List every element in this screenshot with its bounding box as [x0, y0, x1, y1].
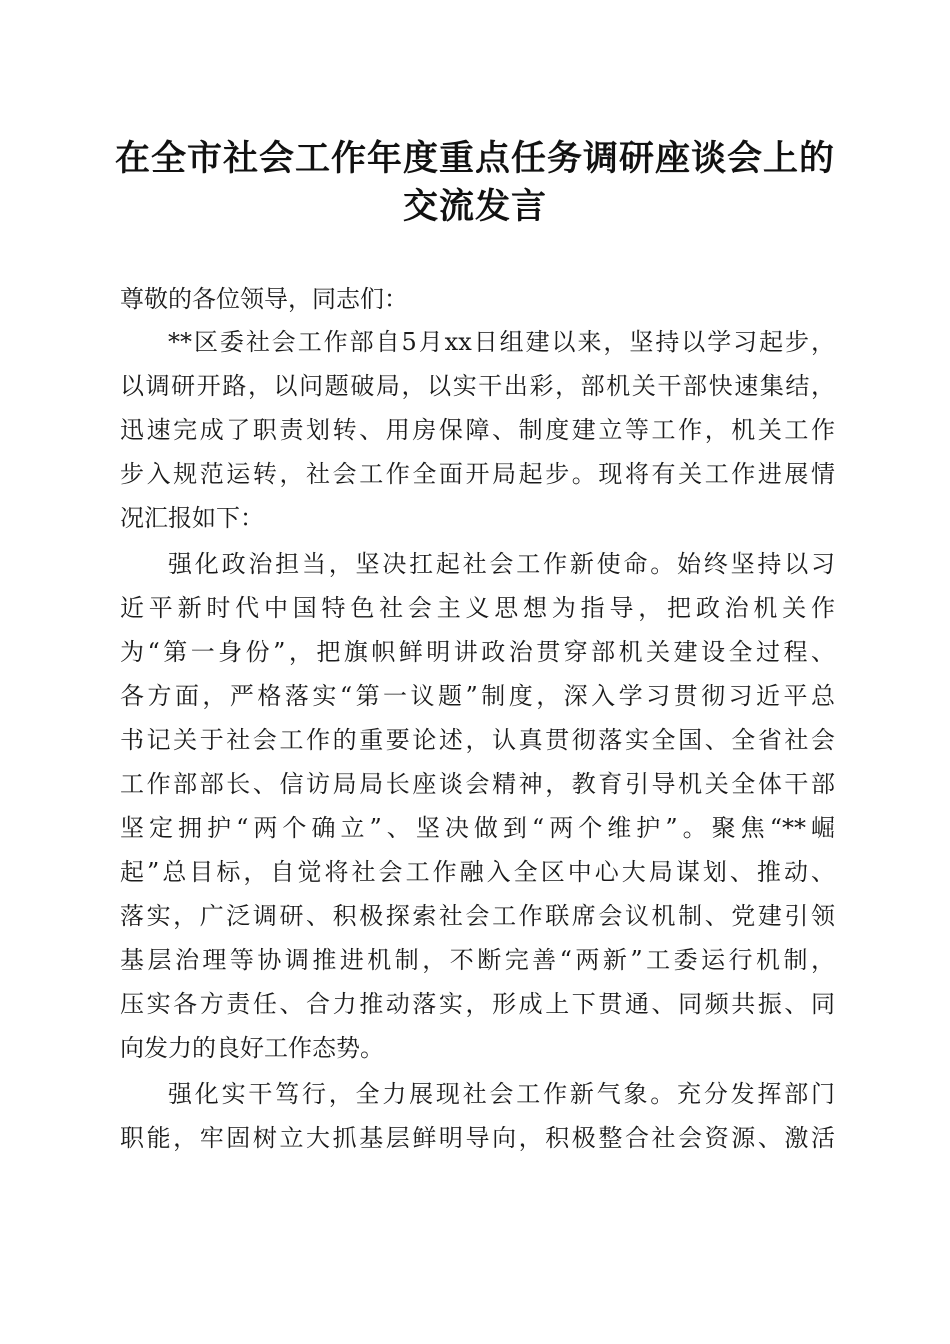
paragraph-1-line-3: 迅速完成了职责划转、用房保障、制度建立等工作，机关工作 — [120, 416, 835, 444]
paragraph-3-line-2: 职能，牢固树立大抓基层鲜明导向，积极整合社会资源、激活 — [120, 1124, 835, 1152]
paragraph-2-line-9: 落实，广泛调研、积极探索社会工作联席会议机制、党建引领 — [120, 902, 835, 930]
paragraph-2-line-2: 近平新时代中国特色社会主义思想为指导，把政治机关作 — [120, 594, 835, 622]
paragraph-2-line-4: 各方面，严格落实“第一议题”制度，深入学习贯彻习近平总 — [120, 682, 835, 710]
paragraph-2-line-5: 书记关于社会工作的重要论述，认真贯彻落实全国、全省社会 — [120, 726, 835, 754]
paragraph-2-line-3: 为“第一身份”，把旗帜鲜明讲政治贯穿部机关建设全过程、 — [120, 638, 835, 666]
paragraph-3-line-1: 强化实干笃行，全力展现社会工作新气象。充分发挥部门 — [168, 1080, 835, 1108]
paragraph-2-line-10: 基层治理等协调推进机制，不断完善“两新”工委运行机制， — [120, 946, 835, 974]
salutation: 尊敬的各位领导，同志们： — [120, 285, 408, 313]
paragraph-2-line-7: 坚定拥护“两个确立”、坚决做到“两个维护”。聚焦“**崛 — [120, 814, 835, 842]
paragraph-1-line-5: 况汇报如下： — [120, 504, 264, 532]
paragraph-1-line-4: 步入规范运转，社会工作全面开局起步。现将有关工作进展情 — [120, 460, 835, 488]
paragraph-1-line-2: 以调研开路，以问题破局，以实干出彩，部机关干部快速集结， — [120, 372, 835, 400]
paragraph-1-line-1: **区委社会工作部自5月xx日组建以来，坚持以学习起步， — [168, 328, 835, 356]
paragraph-2-line-8: 起”总目标，自觉将社会工作融入全区中心大局谋划、推动、 — [120, 858, 835, 886]
paragraph-2-line-12: 向发力的良好工作态势。 — [120, 1034, 384, 1062]
document-title-line-2: 交流发言 — [402, 186, 547, 227]
document-title-line-1: 在全市社会工作年度重点任务调研座谈会上的 — [114, 138, 835, 179]
paragraph-2-line-1: 强化政治担当，坚决扛起社会工作新使命。始终坚持以习 — [168, 550, 835, 578]
paragraph-2-line-11: 压实各方责任、合力推动落实，形成上下贯通、同频共振、同 — [120, 990, 835, 1018]
paragraph-2-line-6: 工作部部长、信访局局长座谈会精神，教育引导机关全体干部 — [120, 770, 835, 798]
